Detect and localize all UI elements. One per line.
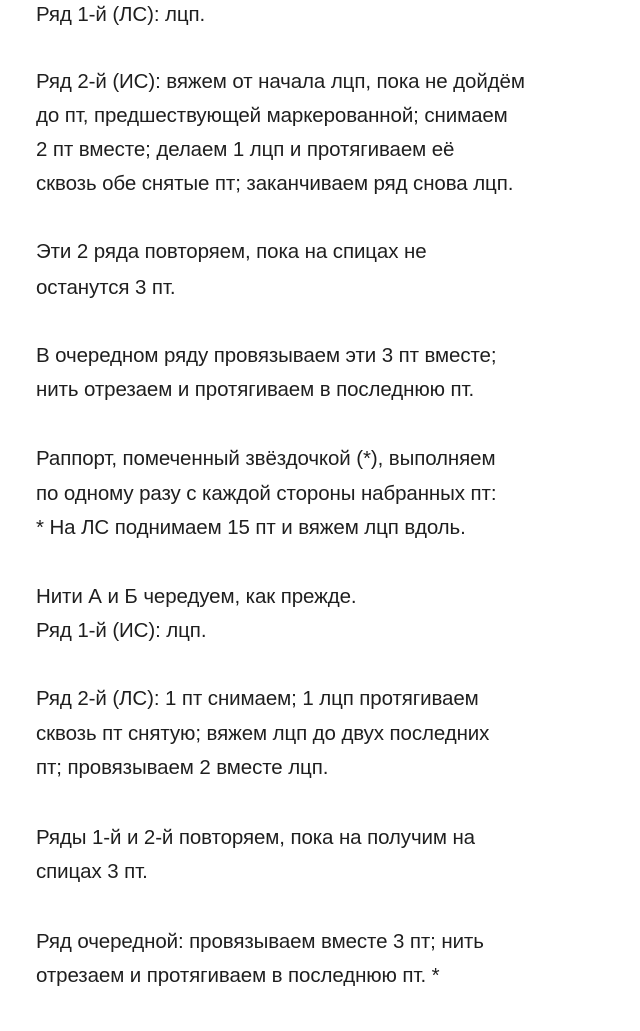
p2-line-1: Ряд 2-й (ИС): вяжем от начала лцп, пока не дойдём [36, 70, 525, 93]
p8-line-2: спицах 3 пт. [36, 860, 148, 883]
p6-line-1: Нити А и Б чередуем, как прежде. [36, 585, 357, 608]
p3-line-2: останутся 3 пт. [36, 276, 176, 299]
p3-line-1: Эти 2 ряда повторяем, пока на спицах не [36, 240, 427, 263]
p2-line-2: до пт, предшествующей маркерованной; снимаем [36, 104, 508, 127]
p7-line-3: пт; провязываем 2 вместе лцп. [36, 756, 329, 779]
p7-line-1: Ряд 2-й (ЛС): 1 пт снимаем; 1 лцп протягиваем [36, 687, 479, 710]
p4-line-1: В очередном ряду провязываем эти 3 пт вместе; [36, 344, 497, 367]
p8-line-1: Ряды 1-й и 2-й повторяем, пока на получим на [36, 826, 475, 849]
p6-line-2: Ряд 1-й (ИС): лцп. [36, 619, 207, 642]
p2-line-3: 2 пт вместе; делаем 1 лцп и протягиваем её [36, 138, 455, 161]
p9-line-2: отрезаем и протягиваем в последнюю пт. * [36, 964, 440, 987]
p5-line-3: * На ЛС поднимаем 15 пт и вяжем лцп вдоль. [36, 516, 466, 539]
p9-line-1: Ряд очередной: провязываем вместе 3 пт; нить [36, 930, 484, 953]
p7-line-2: сквозь пт снятую; вяжем лцп до двух последних [36, 722, 490, 745]
p5-line-2: по одному разу с каждой стороны набранных пт: [36, 482, 497, 505]
p2-line-4: сквозь обе снятые пт; заканчиваем ряд снова лцп. [36, 172, 514, 195]
p4-line-2: нить отрезаем и протягиваем в последнюю пт. [36, 378, 475, 401]
p5-line-1: Раппорт, помеченный звёздочкой (*), выполняем [36, 447, 496, 470]
p1-line-1: Ряд 1-й (ЛС): лцп. [36, 3, 206, 26]
